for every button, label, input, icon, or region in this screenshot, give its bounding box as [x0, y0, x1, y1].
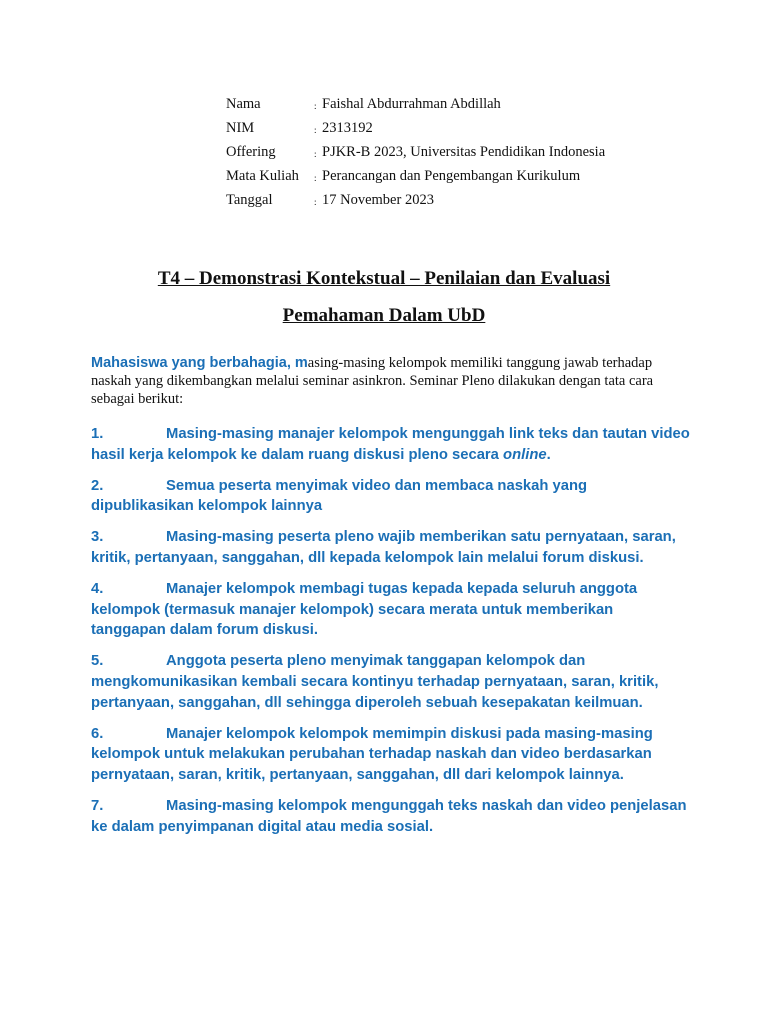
step-text: Masing-masing peserta pleno wajib memberikan satu pernyataan, saran, kritik, pertanyaan, sanggahan, dll kepada kelompok lain melalui forum diskusi. [91, 529, 676, 566]
step-number: 2. [91, 477, 104, 494]
step-number: 7. [91, 797, 104, 814]
step-item [91, 527, 691, 569]
info-row-nama [226, 94, 605, 118]
step-text: Semua peserta menyimak video dan membaca naskah yang dipublikasikan kelompok lainnya [91, 477, 588, 515]
document-title: T4 – Demonstrasi Kontekstual – Penilaian dan Evaluasi [157, 268, 611, 289]
step-number: 6. [91, 725, 104, 742]
intro-paragraph [91, 354, 691, 408]
step-text-end: . [546, 446, 551, 463]
info-value: 2313192 [322, 120, 373, 136]
info-separator: : [314, 173, 317, 183]
info-value: Faishal Abdurrahman Abdillah [322, 96, 501, 112]
intro-text: asing-masing kelompok memiliki tanggung jawab terhadap naskah yang dikembangkan melalui seminar asinkron. Seminar Pleno dilakukan dengan tata cara sebagai berikut: [91, 355, 654, 407]
step-emphasis: online [503, 446, 547, 463]
student-info-block [226, 94, 605, 214]
step-number: 3. [91, 529, 104, 546]
info-value: PJKR-B 2023, Universitas Pendidikan Indonesia [322, 144, 606, 160]
info-separator: : [314, 197, 317, 207]
info-row-mata-kuliah [226, 166, 605, 190]
info-row-offering [226, 142, 605, 166]
info-label: Nama [226, 96, 261, 112]
step-number: 5. [91, 653, 104, 670]
info-row-tanggal [226, 190, 605, 214]
step-item [91, 724, 691, 786]
document-subtitle: Pemahaman Dalam UbD [282, 305, 486, 326]
intro-lead: Mahasiswa yang berbahagia, m [91, 355, 308, 371]
step-text: Manajer kelompok membagi tugas kepada kepada seluruh anggota kelompok (termasuk manajer kelompok) secara merata untuk memberikan tanggapan dalam forum diskusi. [91, 580, 638, 639]
info-row-nim [226, 118, 605, 142]
step-item [91, 796, 691, 838]
step-number: 4. [91, 580, 104, 597]
info-separator: : [314, 101, 317, 111]
info-separator: : [314, 125, 317, 135]
steps-list [91, 424, 691, 848]
step-text: Manajer kelompok kelompok memimpin diskusi pada masing-masing kelompok untuk melakukan perubahan terhadap naskah dan video berdasarkan pernyataan, saran, kritik, pertanyaan, sanggahan, dll dari kelompok lainnya. [91, 725, 653, 784]
info-label: Mata Kuliah [226, 168, 299, 184]
step-item [91, 476, 691, 518]
info-value: 17 November 2023 [322, 192, 434, 208]
step-text: Masing-masing kelompok mengunggah teks naskah dan video penjelasan ke dalam penyimpanan digital atau media sosial. [91, 797, 687, 835]
step-text: Masing-masing manajer kelompok mengunggah link teks dan tautan video hasil kerja kelompok ke dalam ruang diskusi pleno secara [91, 426, 690, 463]
info-label: NIM [226, 120, 255, 136]
step-number: 1. [91, 426, 104, 442]
info-separator: : [314, 149, 317, 159]
info-label: Offering [226, 144, 276, 160]
info-value: Perancangan dan Pengembangan Kurikulum [322, 168, 581, 184]
step-text: Anggota peserta pleno menyimak tanggapan kelompok dan mengkomunikasikan kembali secara kontinyu terhadap pernyataan, saran, kritik, pertanyaan, sanggahan, dll sehingga diperoleh sebuah kesepakatan keilmuan. [91, 653, 659, 711]
step-item [91, 424, 691, 466]
step-item [91, 579, 691, 641]
step-item [91, 651, 691, 713]
info-label: Tanggal [226, 192, 273, 208]
